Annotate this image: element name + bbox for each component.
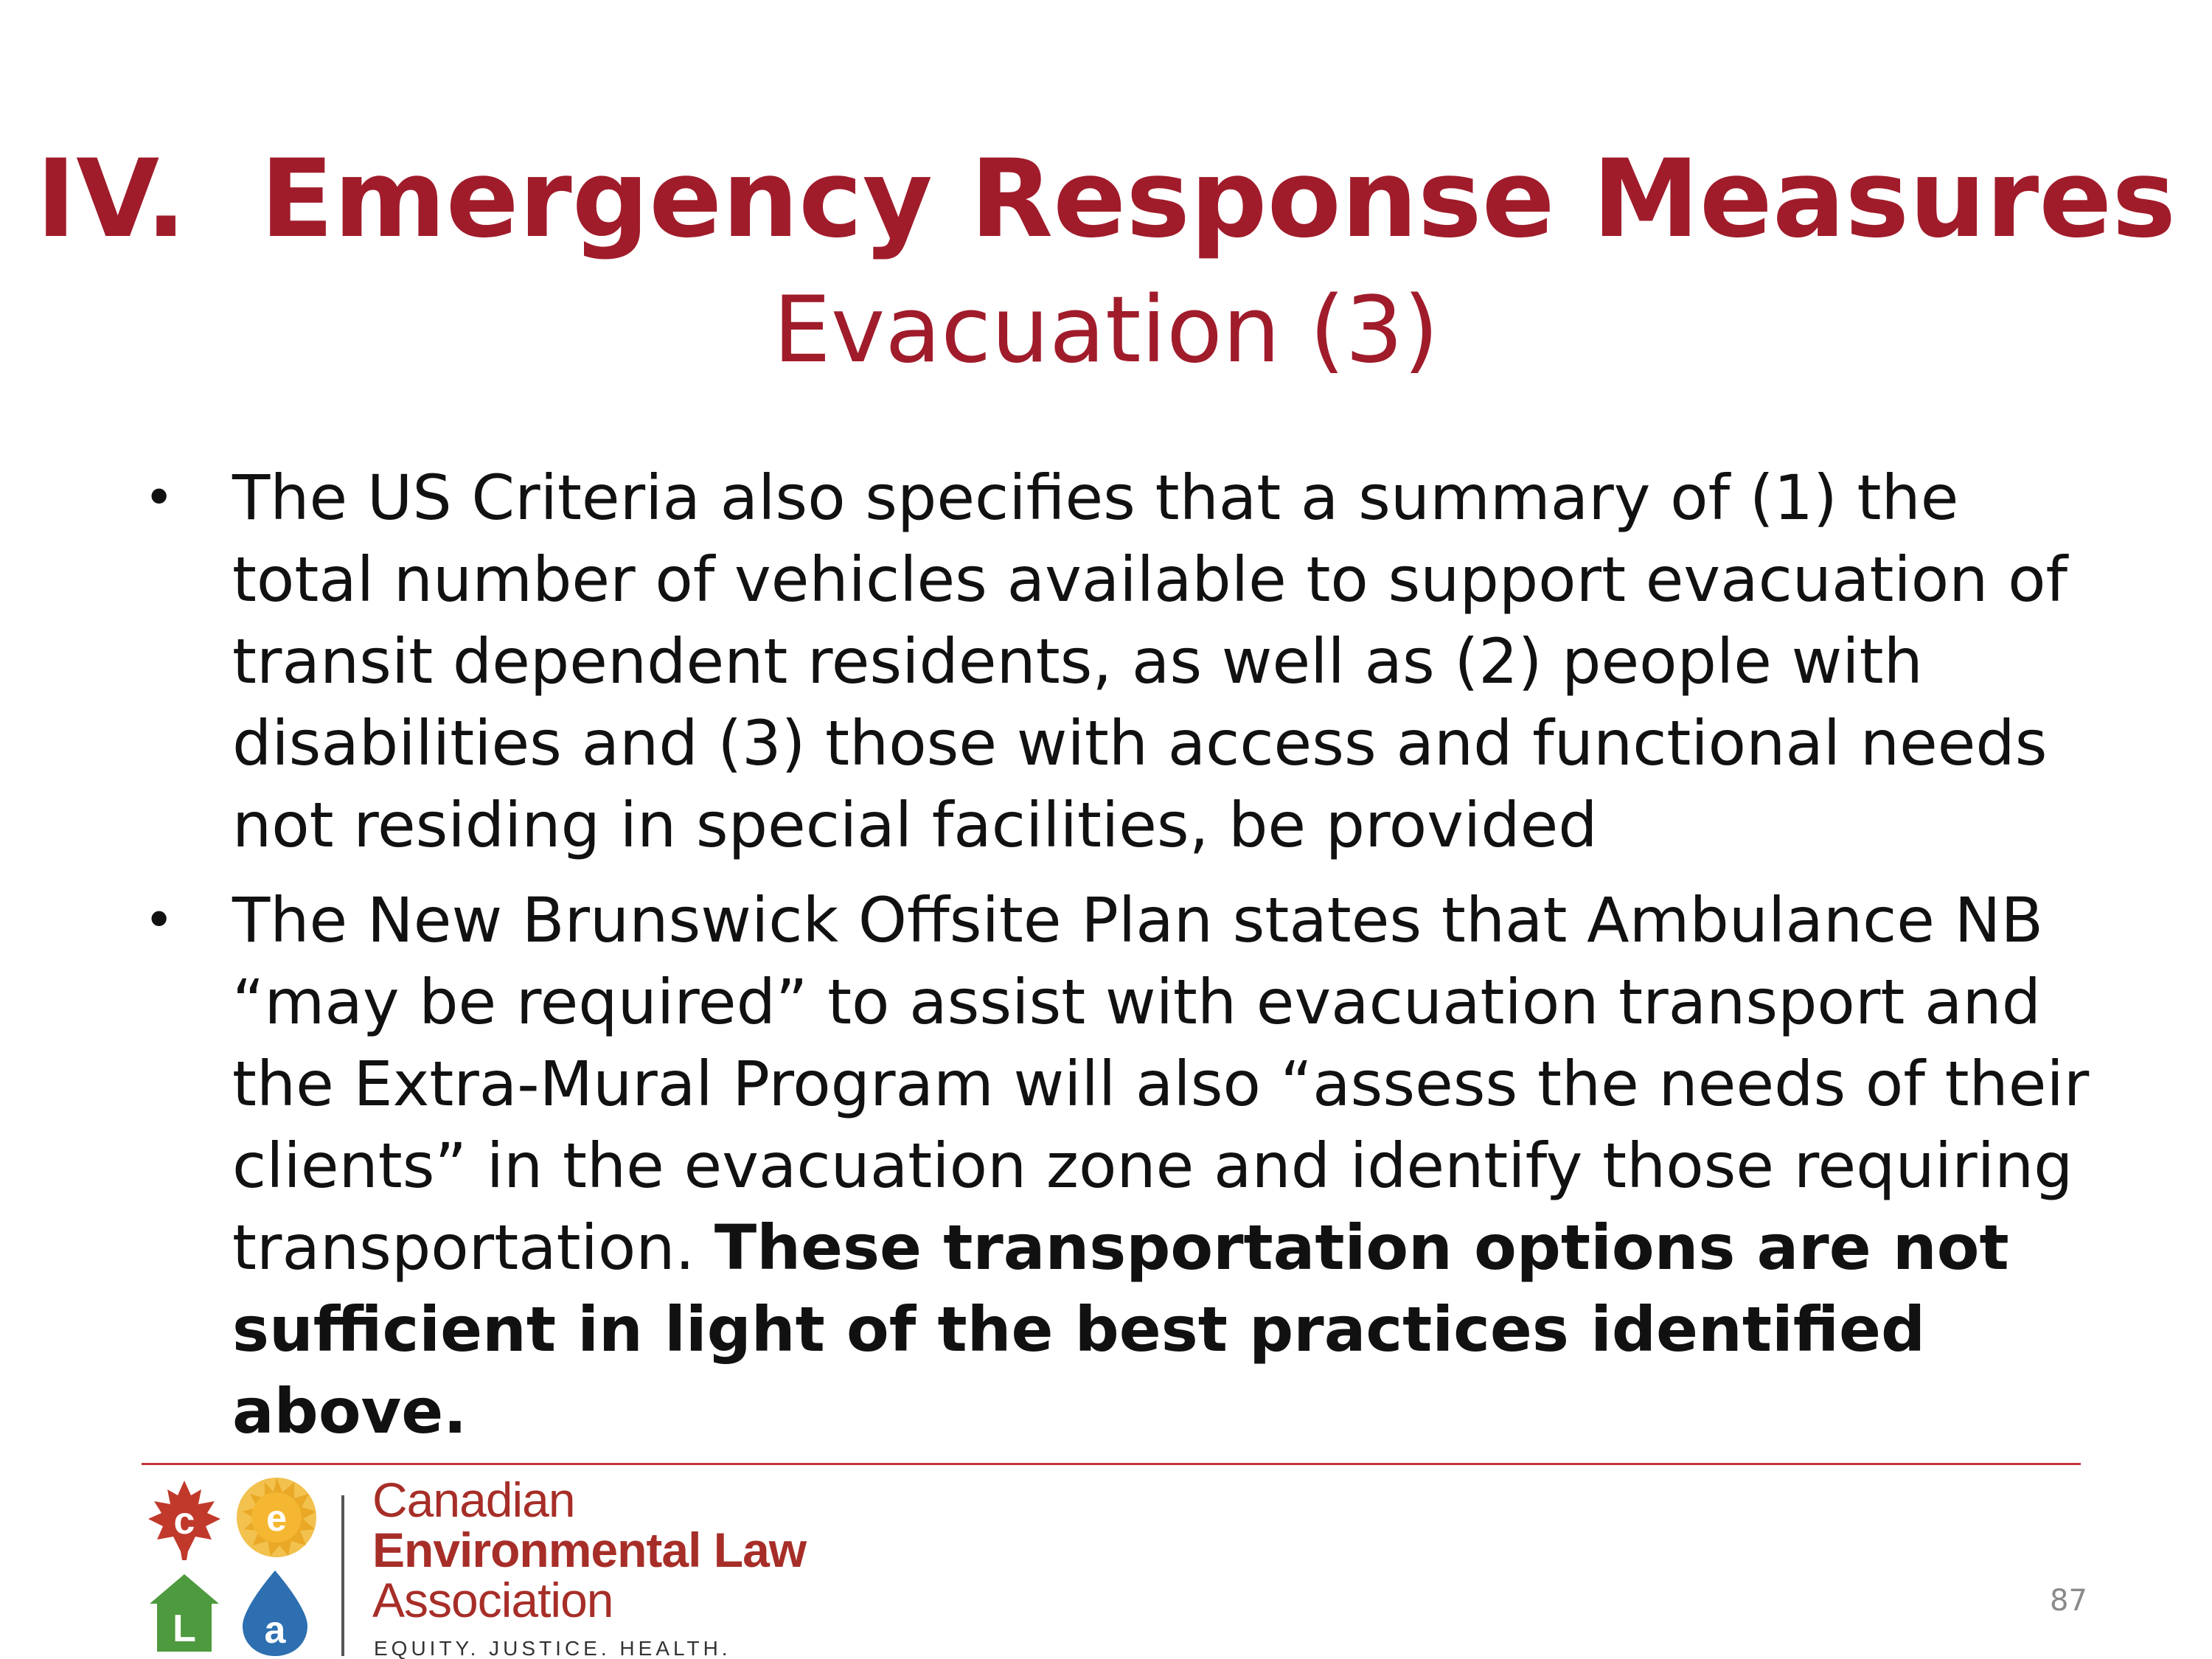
sun-letter: e	[266, 1498, 287, 1539]
title-section-number: IV.	[35, 136, 187, 262]
logo-name-line3: Association	[372, 1573, 613, 1627]
logo-icon-group	[144, 1475, 328, 1659]
drop-a-icon	[243, 1571, 307, 1656]
bullet-text: The US Criteria also specifies that a summary of (1) the total number of vehicles available to support evacuation of transit dependent residents, as well as (2) people with disabilities and (3) those with access and functional needs not residing in special facilities, be provided	[232, 462, 2068, 861]
house-l-icon	[150, 1574, 219, 1652]
slide-title	[0, 136, 2212, 262]
bullet-text: The New Brunswick Offsite Plan states that Ambulance NB “may be required” to assist with evacuation transport and the Extra-Mural Program will also “assess the needs of their clients” in the evacuation zone and identify those requiring transportation.	[232, 884, 2090, 1284]
house-letter: L	[173, 1607, 196, 1650]
logo-tagline: EQUITY. JUSTICE. HEALTH.	[374, 1637, 731, 1659]
leaf-letter: c	[173, 1500, 195, 1543]
bullet-bold-conclusion: These transportation options are not sufficient in light of the best practices identified above.	[232, 1211, 2009, 1447]
logo-name-line2: Environmental Law	[372, 1523, 807, 1577]
page-number: 87	[2050, 1584, 2087, 1618]
maple-leaf-c-icon	[148, 1481, 220, 1560]
drop-letter: a	[264, 1609, 286, 1652]
bullet-item	[144, 880, 2090, 1453]
footer-divider	[142, 1463, 2081, 1465]
bullet-item	[144, 457, 2090, 866]
logo-wordmark	[372, 1472, 807, 1627]
bullet-marker: •	[144, 890, 175, 950]
title-text: Emergency Response Measures	[260, 136, 2177, 262]
logo-divider	[341, 1495, 344, 1656]
bullet-list	[144, 457, 2090, 1466]
cela-logo	[144, 1472, 830, 1659]
sun-e-icon	[237, 1478, 316, 1557]
bullet-marker: •	[144, 467, 175, 528]
slide-subtitle: Evacuation (3)	[773, 277, 1439, 383]
logo-name-line1: Canadian	[372, 1472, 575, 1527]
